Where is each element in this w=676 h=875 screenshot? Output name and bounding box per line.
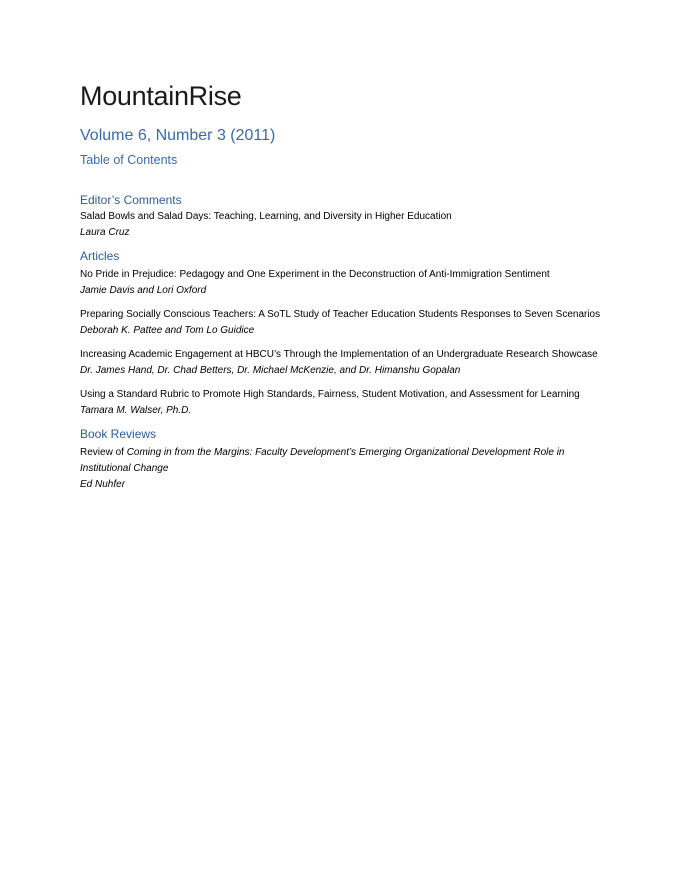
entry-author: Deborah K. Pattee and Tom Lo Guidice: [80, 325, 255, 337]
section-editors-comments: [80, 193, 604, 242]
document-content: [80, 80, 604, 501]
entry-title-link[interactable]: Preparing Socially Conscious Teachers: A SoTL Study of Teacher Education Students Responses to Seven Scenarios: [80, 309, 601, 321]
toc-entry: [80, 445, 604, 493]
table-of-contents-heading: Table of Contents: [80, 152, 178, 167]
toc-entry: [80, 209, 604, 241]
entry-title-link[interactable]: No Pride in Prejudice: Pedagogy and One Experiment in the Deconstruction of Anti-Immigration Sentiment: [80, 269, 550, 281]
toc-entry: [80, 307, 604, 339]
section-book-reviews: [80, 427, 604, 493]
toc-entry: [80, 347, 604, 379]
section-heading: Book Reviews: [80, 427, 157, 442]
section-articles: [80, 249, 604, 419]
entry-book-title: Coming in from the Margins: Faculty Development’s Emerging Organizational Development Role in Institutional Change: [80, 446, 565, 474]
entry-author: Tamara M. Walser, Ph.D.: [80, 405, 192, 417]
entry-title-link[interactable]: Salad Bowls and Salad Days: Teaching, Learning, and Diversity in Higher Education: [80, 211, 452, 223]
entry-author: Ed Nuhfer: [80, 478, 126, 490]
entry-author: Dr. James Hand, Dr. Chad Betters, Dr. Michael McKenzie, and Dr. Himanshu Gopalan: [80, 365, 461, 377]
entry-title-link[interactable]: Increasing Academic Engagement at HBCU’s Through the Implementation of an Undergraduate Research Showcase: [80, 349, 598, 361]
entry-author: Jamie Davis and Lori Oxford: [80, 285, 207, 297]
section-heading: Editor’s Comments: [80, 192, 182, 207]
toc-entry: [80, 267, 604, 299]
entry-title-prefix: Review of: [80, 446, 127, 458]
toc-entry: [80, 387, 604, 419]
section-heading: Articles: [80, 249, 120, 264]
journal-title: MountainRise: [80, 81, 242, 111]
entry-title-link[interactable]: Using a Standard Rubric to Promote High Standards, Fairness, Student Motivation, and Assessment for Learning: [80, 389, 580, 401]
entry-title-link[interactable]: [80, 445, 604, 477]
entry-author: Laura Cruz: [80, 227, 130, 239]
volume-heading: Volume 6, Number 3 (2011): [80, 127, 276, 145]
